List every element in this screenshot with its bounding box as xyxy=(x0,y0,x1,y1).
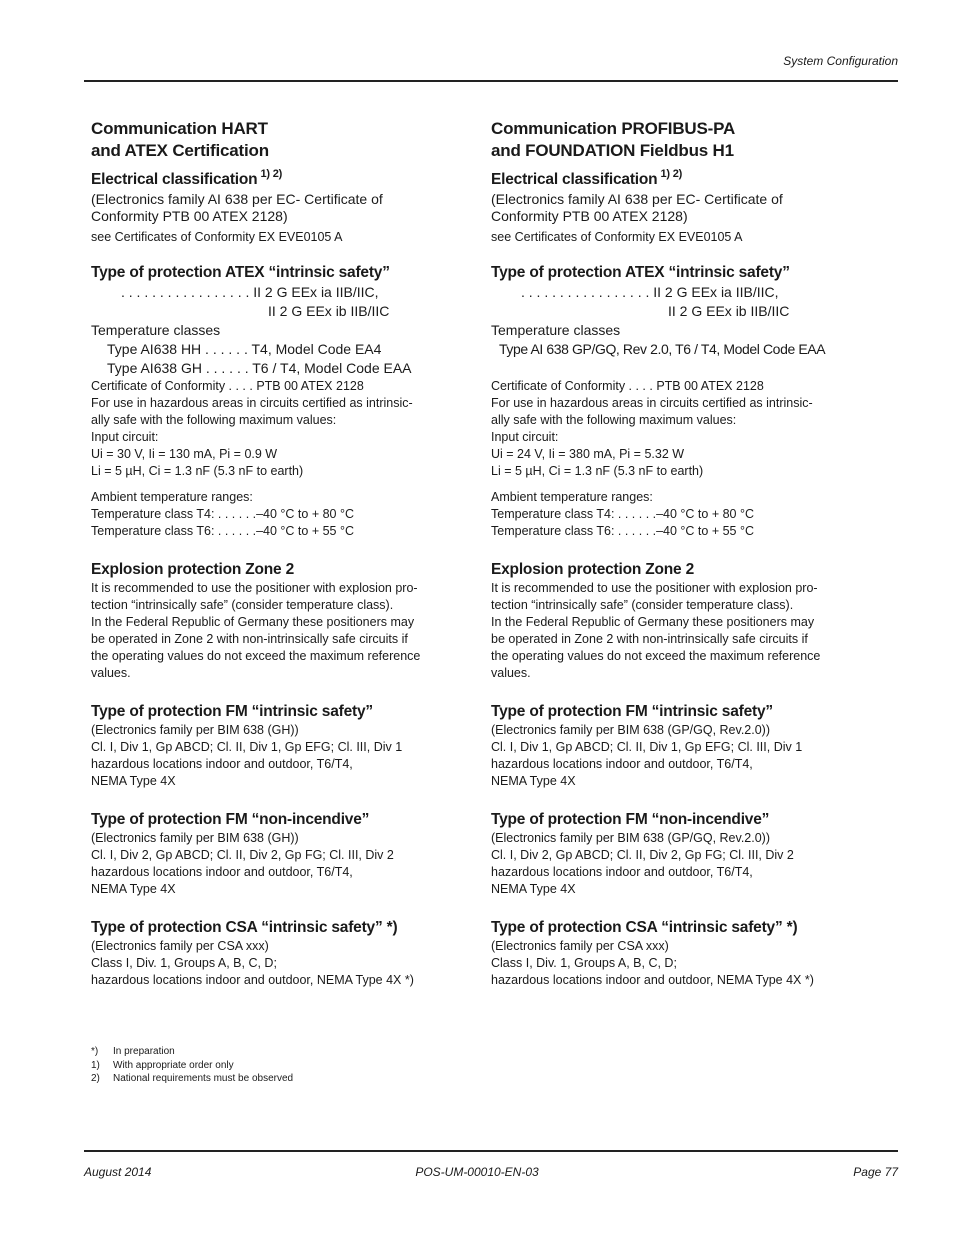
footnote-ref: 1) 2) xyxy=(260,168,283,180)
csa-text: (Electronics family per CSA xxx) Class I, Div. 1, Groups A, B, C, D; hazardous locations indoor and outdoor, NEMA Type 4X *) xyxy=(491,939,814,987)
fm-ni-heading: Type of protection FM “non-incendive” xyxy=(491,811,770,828)
column-hart-atex xyxy=(91,118,471,989)
elec-see-cert: see Certificates of Conformity EX EVE0105 A xyxy=(91,230,343,244)
elec-class-heading: Electrical classification $^{1) 2)}$ xyxy=(491,168,683,188)
column-profibus-fieldbus xyxy=(491,118,861,989)
fm-ni-text: (Electronics family per BIM 638 (GP/GQ, Rev.2.0)) Cl. I, Div 2, Gp ABCD; Cl. II, Div 2, Gp FG; Cl. III, Div 2 hazardous locations indoor and outdoor, T6/T4, NEMA Type 4X xyxy=(491,831,794,896)
csa-heading: Type of protection CSA “intrinsic safety” *) xyxy=(491,919,798,936)
elec-see-cert: see Certificates of Conformity EX EVE0105 A xyxy=(491,230,743,244)
footer-page-number: Page 77 xyxy=(853,1165,898,1179)
footer-doc-id: POS-UM-00010-EN-03 xyxy=(415,1165,539,1179)
atex-markings: . . . . . . . . . . . . . . . . . II 2 G EEx ia IIB/IIC, II 2 G EEx ib IIB/IIC Temperature classes Type AI638 HH . . . . . . T4, Model Code EA4 Type AI638 GH . . . . . . T6 / T4, Model Code EAA xyxy=(91,284,412,376)
footnote: *) In preparation xyxy=(91,1046,175,1057)
fm-is-heading: Type of protection FM “intrinsic safety” xyxy=(491,703,773,720)
atex-heading: Type of protection ATEX “intrinsic safety” xyxy=(91,264,390,281)
header-rule xyxy=(84,80,898,82)
csa-text: (Electronics family per CSA xxx) Class I, Div. 1, Groups A, B, C, D; hazardous locations indoor and outdoor, NEMA Type 4X *) xyxy=(91,939,414,987)
title-line: and ATEX Certification xyxy=(91,141,269,160)
title-line: and FOUNDATION Fieldbus H1 xyxy=(491,141,734,160)
zone2-text: It is recommended to use the positioner with explosion pro- tection “intrinsically safe” (consider temperature class). In the Federal Republic of Germany these positioners may be operated in Zone 2 with non-intrinsically safe circuits if the operating values do not exceed the maximum reference values. xyxy=(491,581,821,680)
footnote: 2) National requirements must be observed xyxy=(91,1073,294,1084)
fm-ni-text: (Electronics family per BIM 638 (GH)) Cl. I, Div 2, Gp ABCD; Cl. II, Div 2, Gp FG; Cl. III, Div 2 hazardous locations indoor and outdoor, T6/T4, NEMA Type 4X xyxy=(91,831,394,896)
ambient-temp-text: Ambient temperature ranges: Temperature class T4: . . . . . .–40 °C to + 80 °C Temperature class T6: . . . . . .–40 °C to + 55 °C xyxy=(491,490,755,538)
atex-heading: Type of protection ATEX “intrinsic safety” xyxy=(491,264,790,281)
elec-class-heading: Electrical classification $^{1) 2)}$ xyxy=(91,168,283,188)
elec-class-text: (Electronics family AI 638 per EC- Certificate of Conformity PTB 00 ATEX 2128) xyxy=(491,191,783,224)
fm-is-heading: Type of protection FM “intrinsic safety” xyxy=(91,703,373,720)
zone2-heading: Explosion protection Zone 2 xyxy=(491,561,695,578)
running-header: System Configuration xyxy=(783,54,898,68)
section-title xyxy=(91,118,471,162)
title-line: Communication HART xyxy=(91,119,268,138)
atex-markings: . . . . . . . . . . . . . . . . . II 2 G EEx ia IIB/IIC, II 2 G EEx ib IIB/IIC Temperature classes Type AI 638 GP/GQ, Rev 2.0, T6 / T4, Model Code EAA xyxy=(491,284,826,357)
section-title xyxy=(491,118,861,162)
fm-ni-heading: Type of protection FM “non-incendive” xyxy=(91,811,370,828)
cert-text: Certificate of Conformity . . . . PTB 00 ATEX 2128 For use in hazardous areas in circuits certified as intrinsic- ally safe with the following maximum values: Input circuit: Ui = 24 V, Ii = 380 mA, Pi = 5.32 W Li = 5 µH, Ci = 1.3 nF (5.3 nF to earth) xyxy=(491,379,813,478)
cert-text: Certificate of Conformity . . . . PTB 00 ATEX 2128 For use in hazardous areas in circuits certified as intrinsic- ally safe with the following maximum values: Input circuit: Ui = 30 V, Ii = 130 mA, Pi = 0.9 W Li = 5 µH, Ci = 1.3 nF (5.3 nF to earth) xyxy=(91,379,413,478)
fm-is-text: (Electronics family per BIM 638 (GH)) Cl. I, Div 1, Gp ABCD; Cl. II, Div 1, Gp EFG; Cl. III, Div 1 hazardous locations indoor and outdoor, T6/T4, NEMA Type 4X xyxy=(91,723,403,788)
footnote: 1) With appropriate order only xyxy=(91,1059,234,1071)
zone2-heading: Explosion protection Zone 2 xyxy=(91,561,295,578)
zone2-text: It is recommended to use the positioner with explosion pro- tection “intrinsically safe” (consider temperature class). In the Federal Republic of Germany these positioners may be operated in Zone 2 with non-intrinsically safe circuits if the operating values do not exceed the maximum reference values. xyxy=(91,581,421,680)
footer-date: August 2014 xyxy=(84,1165,152,1179)
title-line: Communication PROFIBUS-PA xyxy=(491,119,736,138)
elec-class-text: (Electronics family AI 638 per EC- Certificate of Conformity PTB 00 ATEX 2128) xyxy=(91,191,383,224)
csa-heading: Type of protection CSA “intrinsic safety” *) xyxy=(91,919,398,936)
fm-is-text: (Electronics family per BIM 638 (GP/GQ, Rev.2.0)) Cl. I, Div 1, Gp ABCD; Cl. II, Div 1, Gp EFG; Cl. III, Div 1 hazardous locations indoor and outdoor, T6/T4, NEMA Type 4X xyxy=(491,723,803,788)
footnote-ref: 1) 2) xyxy=(660,168,683,180)
footnotes xyxy=(91,1045,293,1086)
ambient-temp-text: Ambient temperature ranges: Temperature class T4: . . . . . .–40 °C to + 80 °C Temperature class T6: . . . . . .–40 °C to + 55 °C xyxy=(91,490,355,538)
footer-rule xyxy=(84,1150,898,1152)
